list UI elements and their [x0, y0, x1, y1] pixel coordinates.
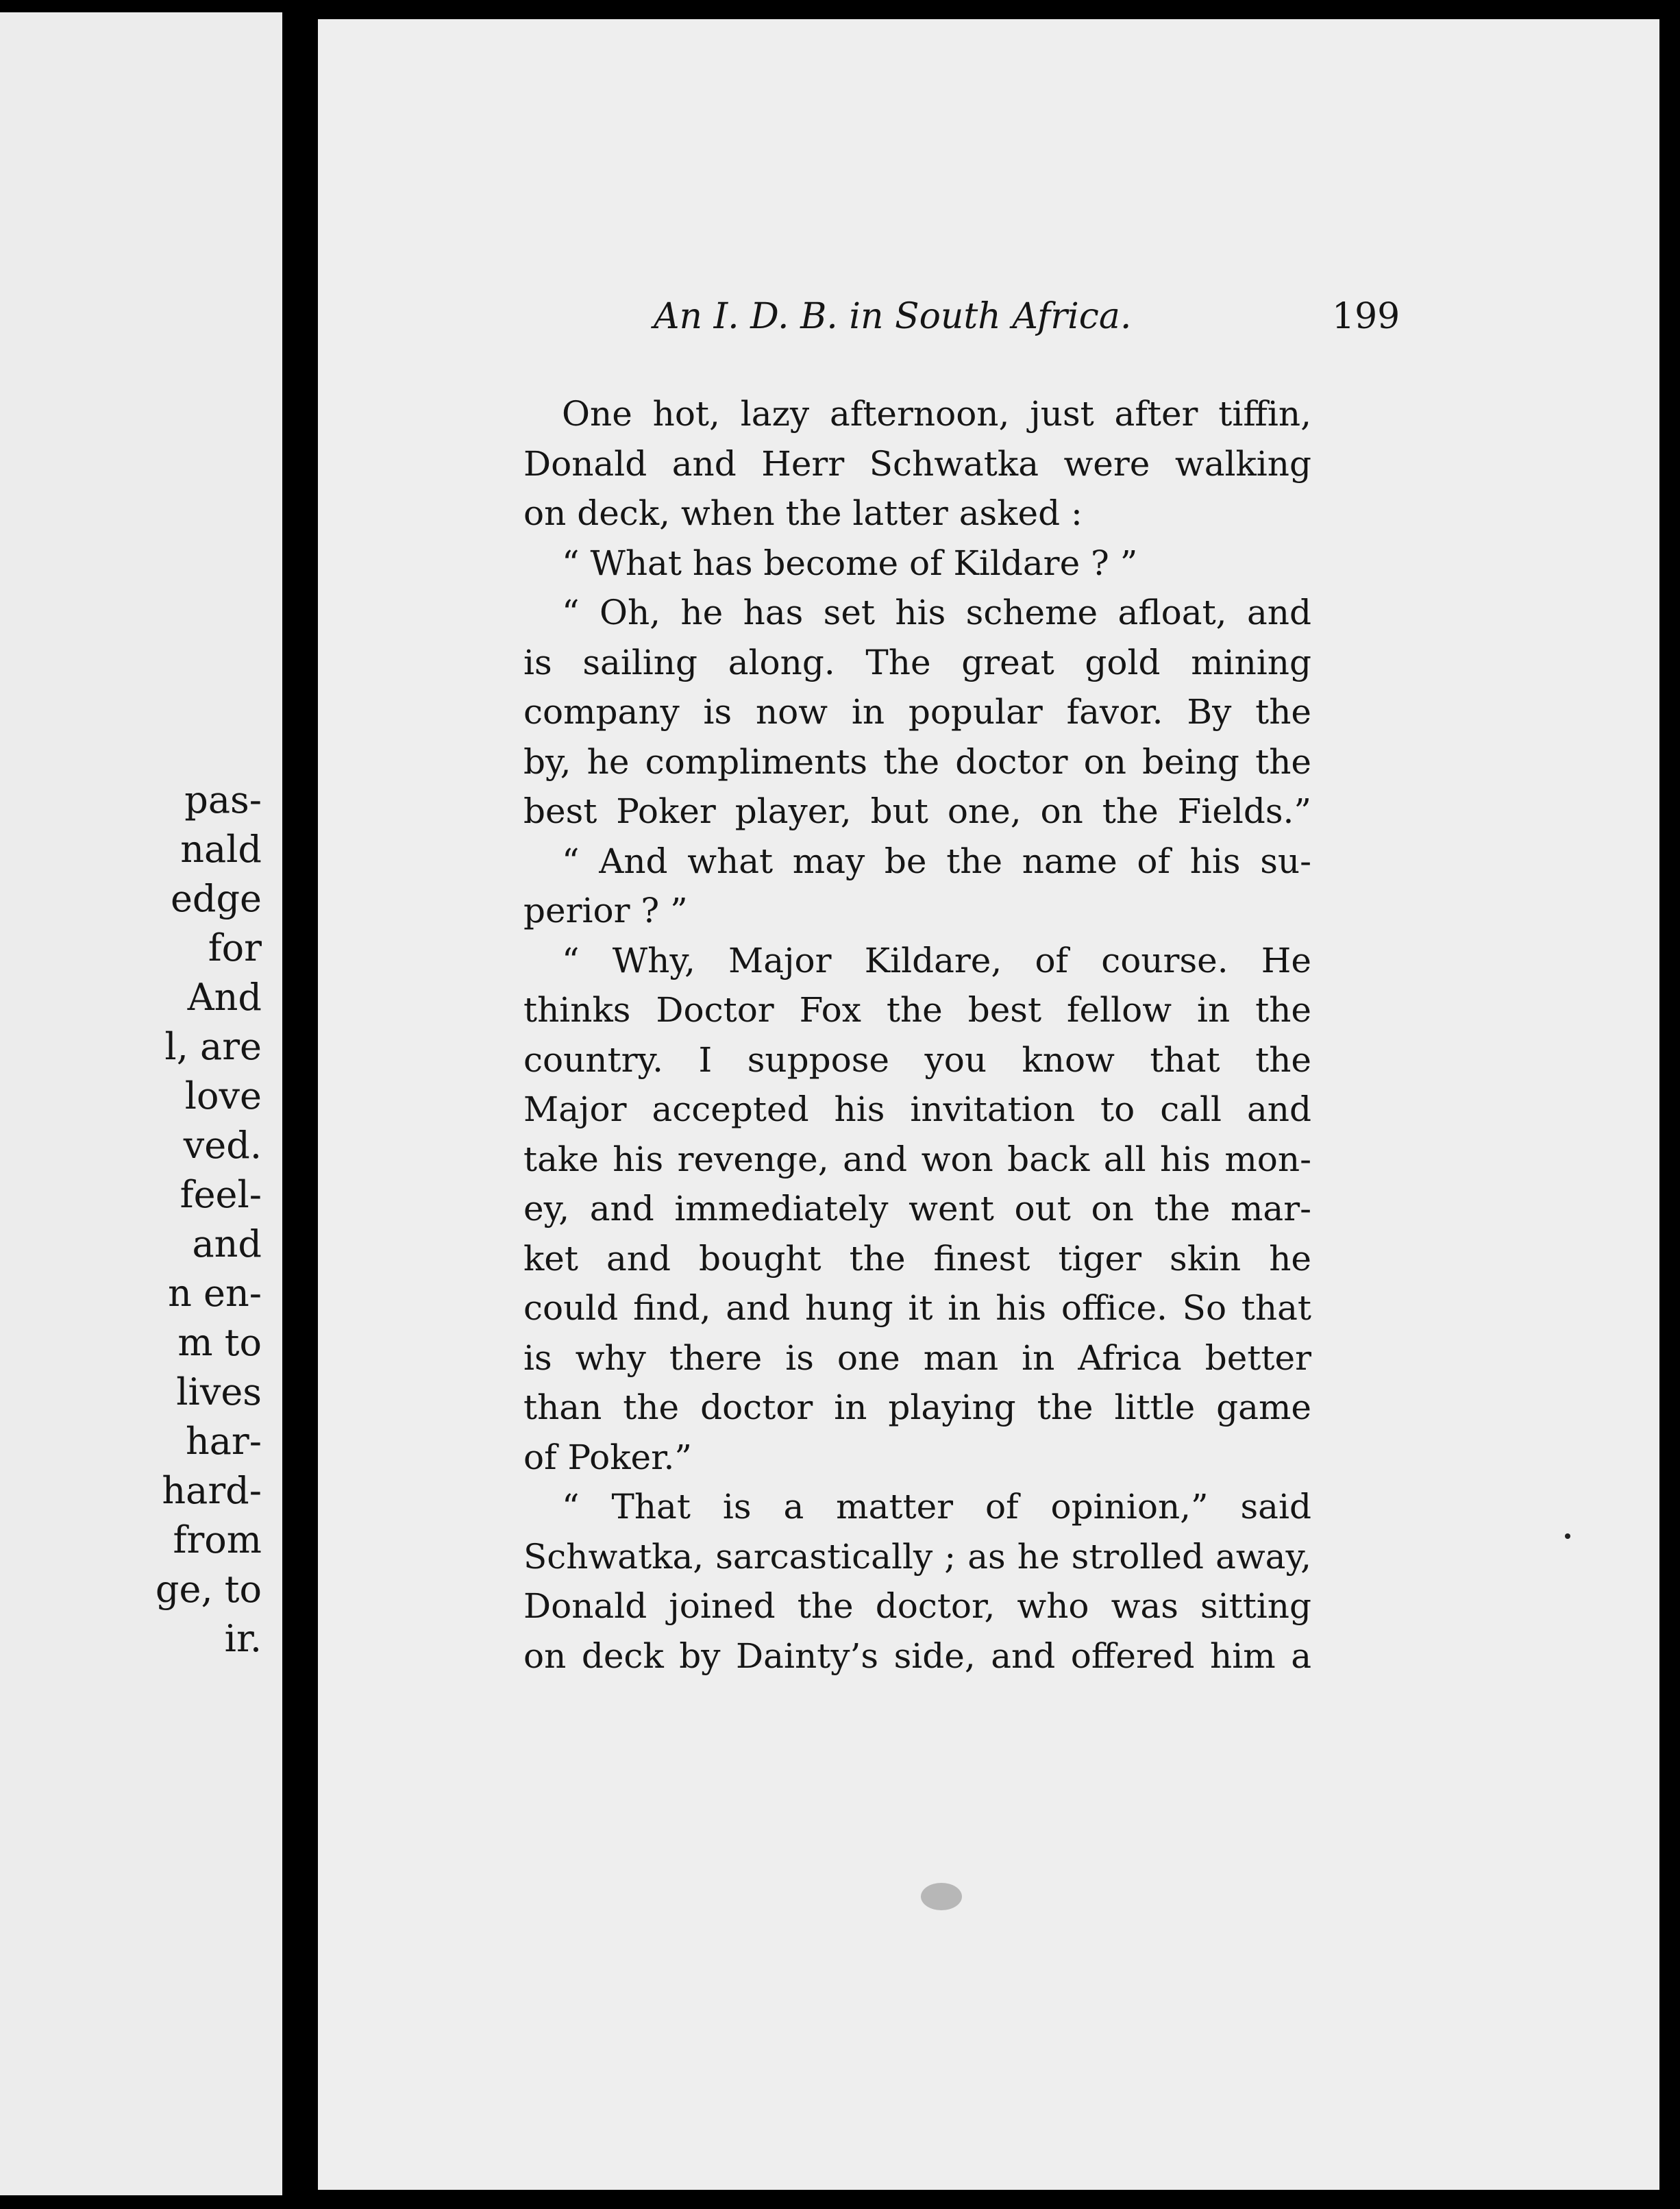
left-facing-page: [0, 12, 286, 2195]
running-title: An I. D. B. in South Africa.: [654, 296, 1132, 337]
text-line: on deck, when the latter asked :: [523, 493, 1083, 533]
ink-speck: [1565, 1533, 1570, 1539]
text-line: “ Why, Major Kildare, of course. He: [562, 940, 1311, 980]
left-page-fragment: n en-: [168, 1272, 262, 1315]
text-line: Major accepted his invitation to call and: [523, 1089, 1311, 1129]
text-line: than the doctor in playing the little game: [523, 1387, 1311, 1427]
text-line: Donald joined the doctor, who was sitting: [523, 1586, 1311, 1626]
left-page-fragment: l, are: [164, 1025, 262, 1068]
text-line: “ Oh, he has set his scheme afloat, and: [562, 593, 1311, 632]
text-line: ket and bought the finest tiger skin he: [523, 1238, 1311, 1279]
text-line: Schwatka, sarcastically ; as he strolled away,: [523, 1536, 1311, 1577]
text-line: is sailing along. The great gold mining: [523, 642, 1311, 682]
book-gutter: [282, 0, 317, 2209]
text-line: on deck by Dainty’s side, and offered him a: [523, 1636, 1311, 1676]
ink-smudge: [921, 1883, 962, 1910]
text-line: could find, and hung it in his office. So that: [523, 1288, 1311, 1328]
left-page-fragment: lives: [176, 1370, 262, 1414]
text-line: of Poker.”: [523, 1437, 692, 1477]
left-page-fragment: pas-: [184, 778, 262, 822]
text-line: is why there is one man in Africa better: [523, 1337, 1311, 1378]
body-text: [523, 389, 1311, 1681]
text-line: take his revenge, and won back all his mon-: [523, 1139, 1311, 1179]
text-line: country. I suppose you know that the: [523, 1039, 1311, 1080]
left-page-fragment: for: [208, 926, 262, 970]
left-page-fragment: from: [173, 1518, 262, 1562]
left-page-fragment: m to: [177, 1321, 262, 1364]
text-line: best Poker player, but one, on the Fields.”: [523, 791, 1311, 831]
left-page-fragment: har-: [185, 1420, 262, 1463]
text-line: Donald and Herr Schwatka were walking: [523, 443, 1311, 484]
text-line: thinks Doctor Fox the best fellow in the: [523, 990, 1311, 1030]
left-page-fragment: nald: [180, 828, 262, 871]
text-line: “ What has become of Kildare ? ”: [562, 543, 1138, 583]
left-page-fragment: and: [192, 1222, 262, 1266]
left-page-fragment: love: [184, 1074, 262, 1118]
text-line: by, he compliments the doctor on being the: [523, 741, 1311, 782]
left-page-fragment: feel-: [180, 1173, 262, 1216]
text-line: “ And what may be the name of his su-: [562, 841, 1311, 881]
text-line: ey, and immediately went out on the mar-: [523, 1189, 1311, 1229]
text-line: One hot, lazy afternoon, just after tiffin,: [562, 394, 1311, 434]
page-number: 199: [1332, 296, 1400, 337]
text-line: company is now in popular favor. By the: [523, 692, 1311, 732]
running-head: [654, 296, 1659, 351]
left-page-fragment: ir.: [224, 1617, 262, 1660]
left-page-fragment: edge: [170, 877, 262, 920]
text-line: “ That is a matter of opinion,” said: [562, 1487, 1311, 1527]
left-page-fragment: ge, to: [155, 1568, 262, 1611]
left-page-fragment: ved.: [183, 1124, 262, 1167]
text-line: perior ? ”: [523, 891, 688, 930]
left-page-fragment: hard-: [162, 1469, 262, 1512]
left-page-fragment: And: [187, 976, 262, 1019]
right-page: [318, 19, 1659, 2190]
